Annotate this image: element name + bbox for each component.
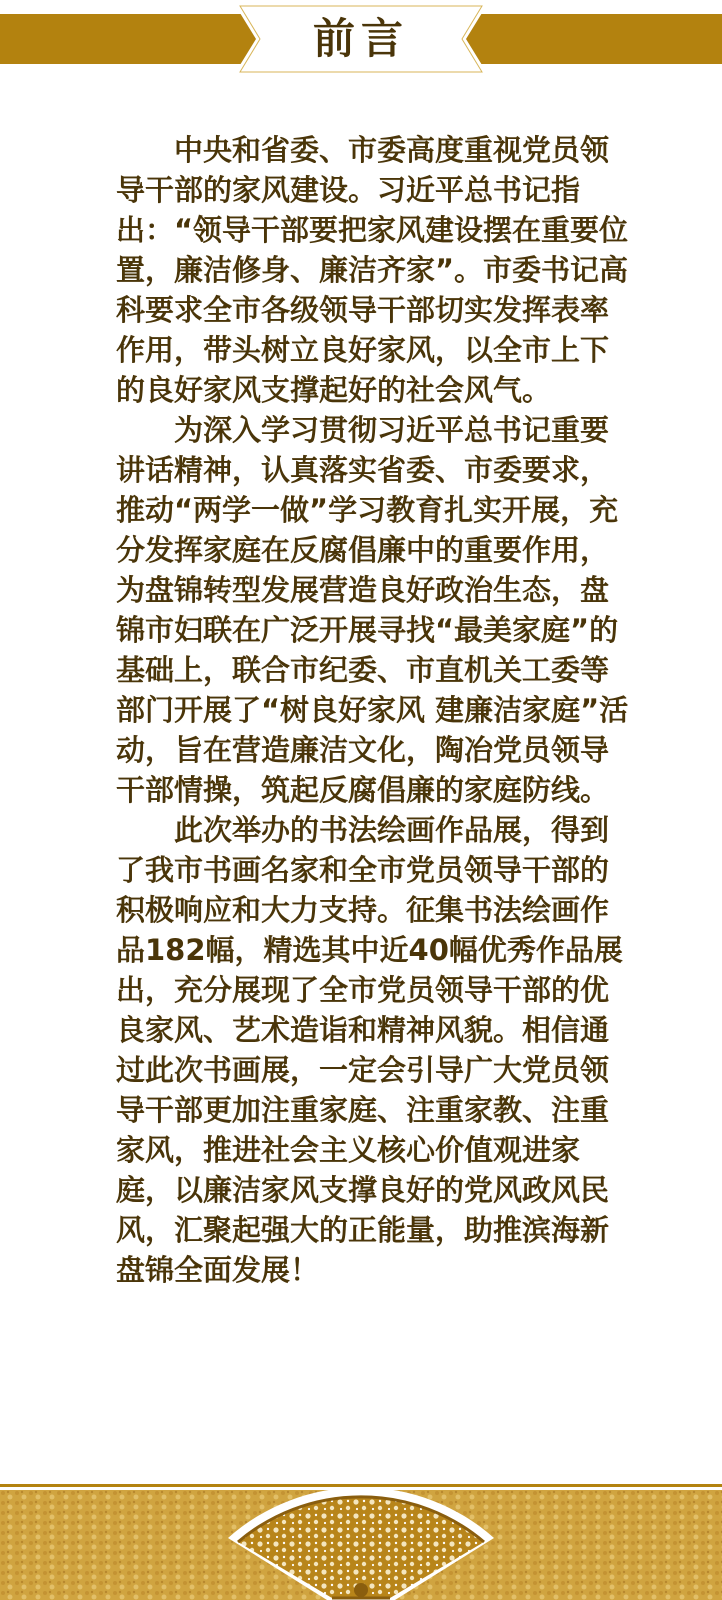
paragraph: 此次举办的书法绘画作品展，得到了我市书画名家和全市党员领导干部的积极响应和大力支持。征集书法绘画作品182幅，精选其中近40幅优秀作品展出，充分展现了全市党员领导干部的优良家风、艺术造诣和精神风貌。相信通过此次书画展，一定会引导广大党员领导干部更加注重家庭、注重家教、注重家风，推进社会主义核心价值观进家庭，以廉洁家风支撑良好的党风政风民风，汇聚起强大的正能量，助推滨海新盘锦全面发展！ (116, 813, 623, 1287)
footer-ornament (0, 1470, 722, 1600)
page-title: 前言 (312, 14, 409, 63)
paragraph: 为深入学习贯彻习近平总书记重要讲话精神，认真落实省委、市委要求，推动“两学一做”学习教育扎实开展，充分发挥家庭在反腐倡廉中的重要作用，为盘锦转型发展营造良好政治生态，盘锦市妇联在广泛开展寻找“最美家庭”的基础上，联合市纪委、市直机关工委等部门开展了“树良好家风 建廉洁家庭”活动，旨在营造廉洁文化，陶冶党员领导干部情操，筑起反腐倡廉的家庭防线。 (116, 413, 629, 807)
header-banner (0, 0, 722, 90)
folding-fan-icon (0, 1470, 722, 1600)
paragraph: 中央和省委、市委高度重视党员领导干部的家风建设。习近平总书记指出：“领导干部要把家风建设摆在重要位置，廉洁修身、廉洁齐家”。市委书记高科要求全市各级领导干部切实发挥表率作用，带头树立良好家风，以全市上下的良好家风支撑起好的社会风气。 (116, 133, 629, 407)
preface-body (116, 130, 636, 1290)
